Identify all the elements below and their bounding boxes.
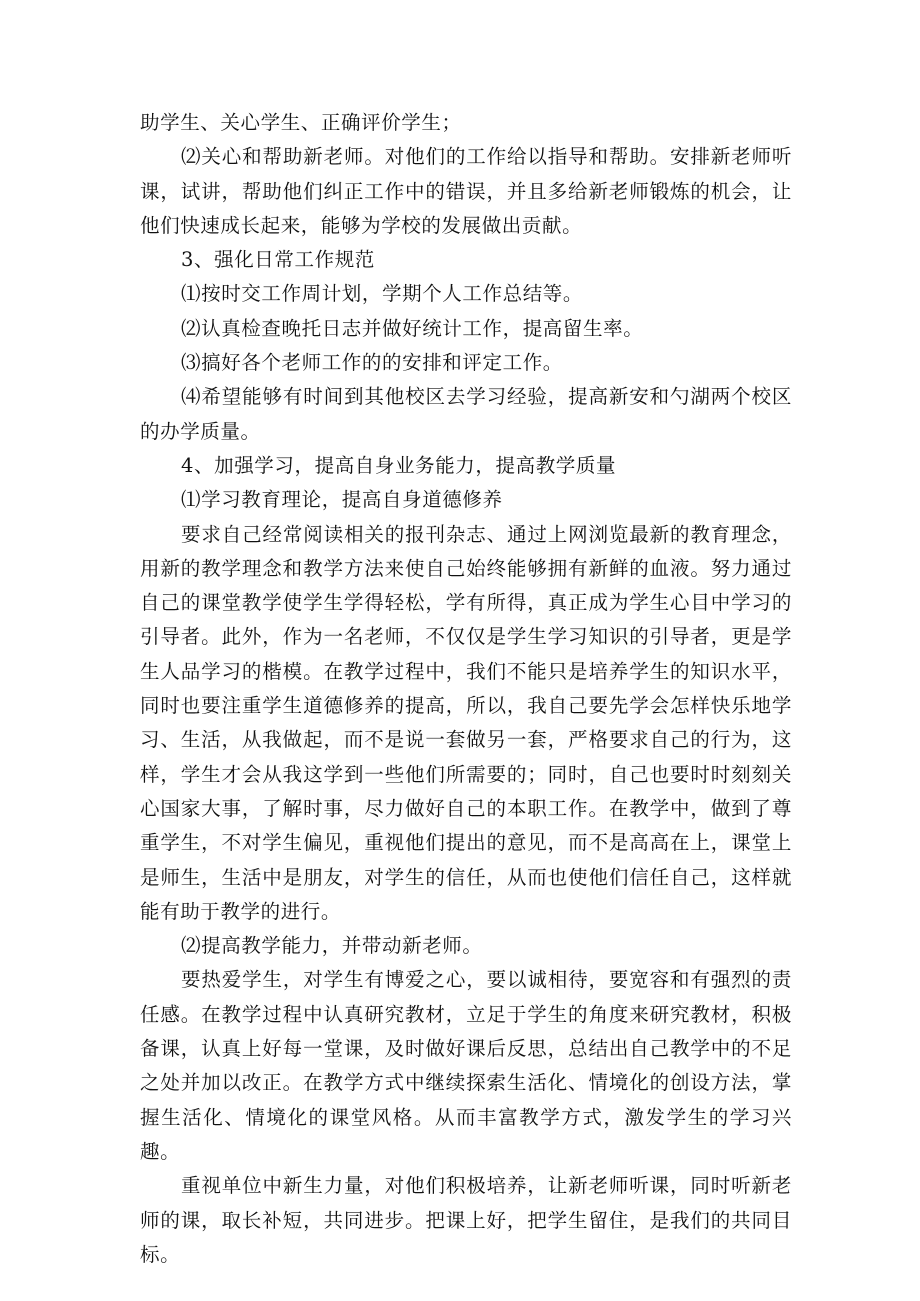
body-paragraph-love-students: 要热爱学生，对学生有博爱之心，要以诚相待，要宽容和有强烈的责任感。在教学过程中认真研究教材，立足于学生的角度来研究教材，积极备课，认真上好每一堂课，及时做好课后反思，总结出自己教学中的不足之处并加以改正。在教学方式中继续探索生活化、情境化的创设方法，掌握生活化、情境化的课堂风格。从而丰富教学方式，激发学生的学习兴趣。 xyxy=(140,968,792,1163)
list-item-teaching-ability: ⑵提高教学能力，并带动新老师。 xyxy=(181,934,483,958)
list-item-evening-log: ⑵认真检查晚托日志并做好统计工作，提高留生率。 xyxy=(181,316,644,340)
list-item-help-new-teachers: ⑵关心和帮助新老师。对他们的工作给以指导和帮助。安排新老师听课，试讲，帮助他们纠正工作中的错误，并且多给新老师锻炼的机会，让他们快速成长起来，能够为学校的发展做出贡献。 xyxy=(140,145,792,237)
section-heading-4: 4、加强学习，提高自身业务能力，提高教学质量 xyxy=(181,453,617,477)
list-item-campus-learning: ⑷希望能够有时间到其他校区去学习经验，提高新安和勺湖两个校区的办学质量。 xyxy=(140,385,792,443)
list-item-study-theory: ⑴学习教育理论，提高自身道德修养 xyxy=(181,488,503,512)
list-item-teacher-arrangement: ⑶搞好各个老师工作的的安排和评定工作。 xyxy=(181,351,563,375)
list-item-weekly-plan: ⑴按时交工作周计划，学期个人工作总结等。 xyxy=(181,282,584,306)
document-body xyxy=(140,106,792,1272)
section-heading-3: 3、强化日常工作规范 xyxy=(181,248,375,272)
body-paragraph-new-forces: 重视单位中新生力量，对他们积极培养，让新老师听课，同时听新老师的课，取长补短，共同进步。把课上好，把学生留住，是我们的共同目标。 xyxy=(140,1174,792,1266)
body-paragraph-study: 要求自己经常阅读相关的报刊杂志、通过上网浏览最新的教育理念，用新的教学理念和教学方法来使自己始终能够拥有新鲜的血液。努力通过自己的课堂教学使学生学得轻松，学有所得，真正成为学生心目中学习的引导者。此外，作为一名老师，不仅仅是学生学习知识的引导者，更是学生人品学习的楷模。在教学过程中，我们不能只是培养学生的知识水平，同时也要注重学生道德修养的提高，所以，我自己要先学会怎样快乐地学习、生活，从我做起，而不是说一套做另一套，严格要求自己的行为，这样，学生才会从我这学到一些他们所需要的；同时，自己也要时时刻刻关心国家大事，了解时事，尽力做好自己的本职工作。在教学中，做到了尊重学生，不对学生偏见，重视他们提出的意见，而不是高高在上，课堂上是师生，生活中是朋友，对学生的信任，从而也使他们信任自己，这样就能有助于教学的进行。 xyxy=(140,522,792,923)
paragraph-continuation: 助学生、关心学生、正确评价学生； xyxy=(140,111,462,134)
